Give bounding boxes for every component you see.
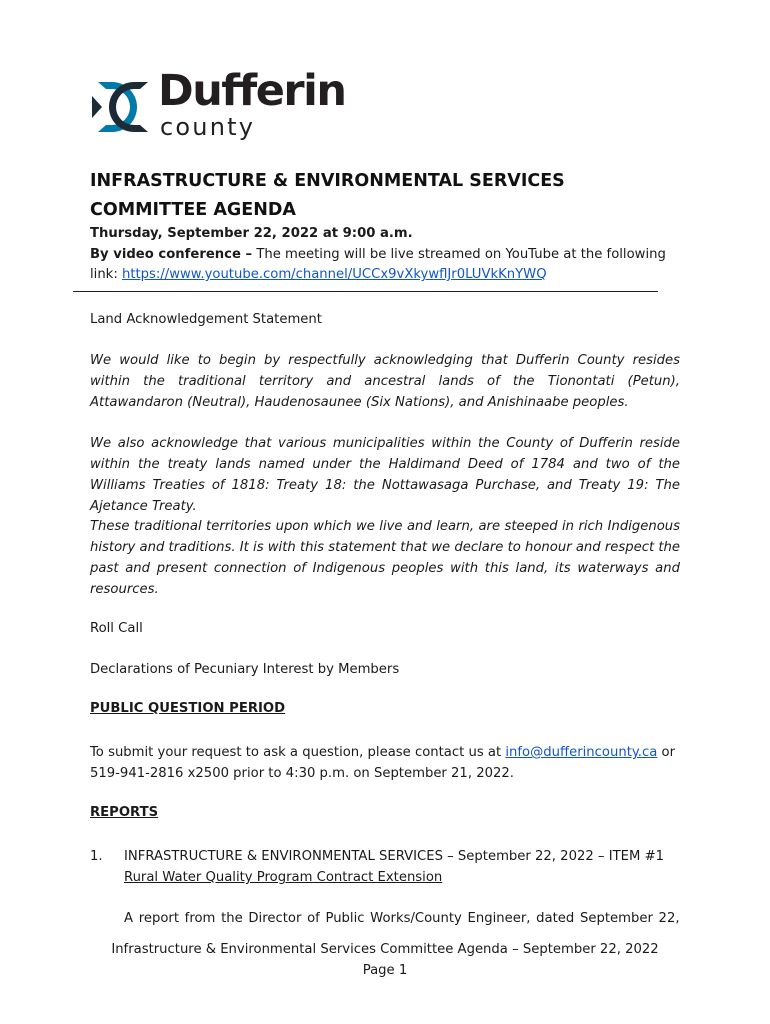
youtube-link[interactable]: https://www.youtube.com/channel/UCCx9vXkywflJr0LUVkKnYWQ (121, 267, 547, 282)
link-prefix: link: (90, 267, 122, 282)
email-link[interactable]: info@dufferincounty.ca (505, 745, 658, 760)
meeting-date: Thursday, September 22, 2022 at 9:00 a.m. (90, 226, 413, 241)
logo-subtitle: county (160, 113, 256, 141)
roll-call: Roll Call (90, 621, 143, 636)
land-ack-paragraph-2: We also acknowledge that various municipalities within the County of Dufferin reside within the treaty lands named under the Haldimand Deed of 1784 and two of the Williams Treaties of 1818: Treaty 18: the Nottawasaga Purchase, and Treaty 19: The Ajetance Treaty. (90, 436, 680, 514)
page-number: Page 1 (362, 963, 408, 978)
public-question-text (90, 742, 675, 763)
dufferin-logo-mark-icon (90, 76, 150, 138)
dufferin-county-logo (90, 66, 346, 148)
conference-line (90, 244, 666, 265)
agenda-title-line1: INFRASTRUCTURE & ENVIRONMENTAL SERVICES (90, 171, 565, 191)
reports-heading: REPORTS (90, 805, 159, 820)
item-description: A report from the Director of Public Works/County Engineer, dated September 22, (124, 911, 680, 926)
conference-text: The meeting will be live streamed on YouTube at the following (252, 247, 666, 262)
public-question-heading: PUBLIC QUESTION PERIOD (90, 701, 286, 716)
item-number: 1. (90, 849, 103, 864)
declarations: Declarations of Pecuniary Interest by Members (90, 662, 400, 677)
footer-title: Infrastructure & Environmental Services Committee Agenda – September 22, 2022 (111, 942, 659, 957)
item-title: INFRASTRUCTURE & ENVIRONMENTAL SERVICES – September 22, 2022 – ITEM #1 (124, 849, 665, 864)
public-question-phone: 519-941-2816 x2500 prior to 4:30 p.m. on September 21, 2022. (90, 766, 514, 781)
divider (73, 291, 658, 292)
item-report-link[interactable]: Rural Water Quality Program Contract Extension (124, 870, 443, 885)
link-line (90, 264, 547, 285)
agenda-title-line2: COMMITTEE AGENDA (90, 200, 296, 220)
conference-label: By video conference – (90, 247, 253, 262)
land-ack-paragraph-1: We would like to begin by respectfully acknowledging that Dufferin County resides within the traditional territory and ancestral lands of the Tionontati (Petun), Attawandaron (Neutral), Haudenosaunee (Six Nations), and Anishinaabe peoples. (90, 353, 680, 410)
land-ack-paragraph-3: These traditional territories upon which we live and learn, are steeped in rich Indigenous history and traditions. It is with this statement that we declare to honour and respect the past and present connection of Indigenous peoples with this land, its waterways and resources. (90, 519, 680, 597)
land-ack-heading: Land Acknowledgement Statement (90, 312, 322, 327)
public-text-1: To submit your request to ask a question, please contact us at (90, 745, 506, 760)
logo-wordmark: Dufferin (158, 66, 346, 116)
public-text-2: or (657, 745, 676, 760)
